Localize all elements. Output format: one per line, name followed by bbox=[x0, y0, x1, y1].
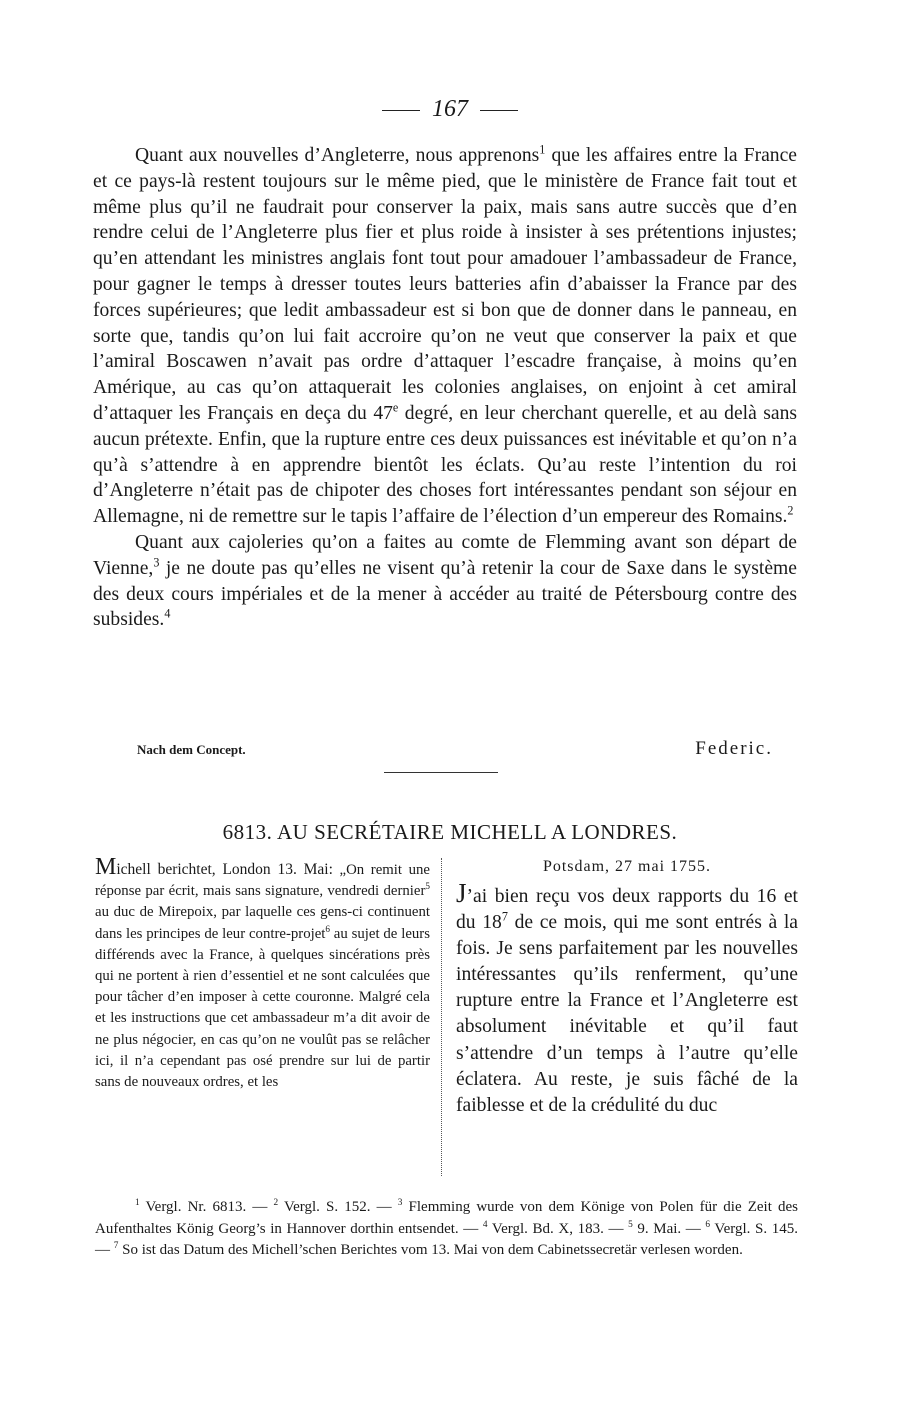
signature: Federic. bbox=[695, 738, 773, 759]
ordinal-suffix: e bbox=[392, 400, 399, 415]
source-line bbox=[137, 738, 773, 759]
page-number-dash-left bbox=[382, 110, 420, 111]
section-divider bbox=[384, 772, 498, 773]
report-text-c: au sujet de leurs différends avec la France, à quelques sincérations près qui ne portent à rien d’essentiel et ne sont calculées que pour tâcher d’en imposer à cette couronne. Malgré cela et les instructions que cet ambassadeur m’a dit avoir de ne plus négocier, en cas qu’on ne voulût pas se relâcher ici, il n’a cependant pas osé prendre sur lui de partir sans de nouveaux ordres, et les bbox=[95, 925, 430, 1091]
footnote-mark: 2 bbox=[273, 1198, 279, 1208]
footnote-ref: 2 bbox=[787, 503, 794, 518]
column-divider bbox=[441, 858, 442, 1176]
letter-text-a: ’ai bien reçu vos deux rapports du 16 et du 18 bbox=[456, 886, 798, 934]
footnote-5: 9. Mai. — bbox=[632, 1220, 706, 1237]
para1-text-a: Quant aux nouvelles d’Angleterre, nous apprenons bbox=[135, 145, 540, 166]
place-date: Potsdam, 27 mai 1755. bbox=[542, 858, 712, 875]
para2-text-b: je ne doute pas qu’elles ne visent qu’à retenir la cour de Saxe dans le système des deux cours impériales et de la mener à accéder au traité de Pétersbourg contre des subsides. bbox=[93, 557, 797, 631]
para2-text-a: Quant aux cajoleries qu’on a faites au comte de Flemming avant son départ de Vienne, bbox=[93, 531, 797, 579]
report-lead-in: ichell berichtet, London 13. Mai: bbox=[116, 861, 333, 878]
footnote-ref: 5 bbox=[425, 881, 430, 892]
report-summary-column bbox=[95, 854, 430, 1093]
footnote-ref: 4 bbox=[164, 606, 171, 621]
para1-text-b: que les affaires entre la France et ce pays-là restent toujours sur le même pied, que le ministère de France fait tout et même plus qu’il ne faudrait pour conserver la paix, mais sans autre succès que d’en rendre celui de l’Angleterre plus fier et plus roide à insister à ses prétentions injustes; qu’en attendant les ministres anglais font tout pour amadouer l’ambassadeur de France, pour gagner le temps à dresser toutes leurs batteries afin d’abaisser la France par des forces supérieures; que ledit ambassadeur est si bon que de donner dans le panneau, en sorte que, tandis qu’on lui fait accroire qu’on ne veut que conserver la paix et que l’amiral Boscawen n’avait pas ordre d’attaquer l’escadre française, à moins qu’en Amérique, au cas qu’on attaquerait les colonies anglaises, on enjoint à cet amiral d’attaquer les Français en deça du 47 bbox=[93, 145, 798, 424]
letter-heading: 6813. AU SECRÉTAIRE MICHELL A LONDRES. bbox=[222, 820, 678, 844]
page-number bbox=[0, 96, 900, 123]
footnote-mark: 7 bbox=[113, 1241, 119, 1251]
main-text bbox=[93, 143, 797, 633]
footnote-4: Vergl. Bd. X, 183. — bbox=[487, 1220, 629, 1237]
footnote-mark: 5 bbox=[628, 1219, 633, 1230]
report-text-b: au duc de Mirepoix, par laquelle ces gens-ci continuent dans les principes de leur contre-projet bbox=[95, 904, 430, 942]
letter-column bbox=[456, 856, 798, 1119]
footnote-7: So ist das Datum des Michell’schen Berichtes vom 13. Mai von dem Cabinetssecretär verlesen worden. bbox=[118, 1242, 743, 1258]
report-text-a: „On remit une réponse par écrit, mais sans signature, vendredi dernier bbox=[95, 862, 430, 900]
footnote-mark: 1 bbox=[135, 1198, 140, 1208]
page-number-dash-right bbox=[480, 110, 518, 111]
source-note: Nach dem Concept. bbox=[137, 742, 246, 757]
paragraph-1 bbox=[93, 143, 797, 530]
letter-text-b: de ce mois, qui me sont entrés à la fois. Je sens parfaitement par les nouvelles intéressantes qu’ils renferment, qu’une rupture entre la France et l’Angleterre est absolument inévitable et qu’il faut s’attendre d’un temps à l’autre qu’elle éclatera. Au reste, je suis fâché de la faiblesse et de la crédulité du duc bbox=[456, 912, 798, 1116]
footnote-ref: 6 bbox=[325, 923, 330, 934]
footnote-mark: 4 bbox=[482, 1219, 488, 1230]
page-number-text: 167 bbox=[432, 96, 468, 122]
letter-body bbox=[456, 880, 798, 1119]
footnote-block bbox=[95, 1197, 798, 1262]
footnote-mark: 6 bbox=[705, 1219, 711, 1230]
footnote-2: Vergl. S. 152. — bbox=[278, 1199, 398, 1215]
footnote-mark: 3 bbox=[397, 1198, 403, 1208]
footnote-ref: 7 bbox=[501, 909, 508, 924]
drop-initial: M bbox=[95, 854, 117, 880]
drop-initial: J bbox=[456, 878, 467, 908]
footnote-ref: 1 bbox=[539, 142, 546, 157]
paragraph-2 bbox=[93, 530, 797, 633]
footnotes bbox=[95, 1197, 798, 1262]
footnote-6: Vergl. S. 145. — bbox=[95, 1220, 798, 1258]
footnote-1: Vergl. Nr. 6813. — bbox=[139, 1199, 274, 1215]
report-summary bbox=[95, 854, 430, 1093]
para1-text-c: degré, en leur cherchant querelle, et au delà sans aucun prétexte. Enfin, que la rupture entre ces deux puissances est inévitable et qu’on n’a qu’à s’attendre à en apprendre bientôt les éclats. Qu’au reste l’intention du roi d’Angleterre n’était pas de chipoter des choses fort intéressantes pendant son séjour en Allemagne, ni de remettre sur le tapis l’affaire de l’élection d’un empereur des Romains. bbox=[93, 402, 797, 528]
footnote-ref: 3 bbox=[153, 555, 160, 570]
footnote-3: Flemming wurde von dem Könige von Polen für die Zeit des Aufenthaltes König Georg’s in Hannover dorthin entsendet. — bbox=[95, 1199, 798, 1237]
